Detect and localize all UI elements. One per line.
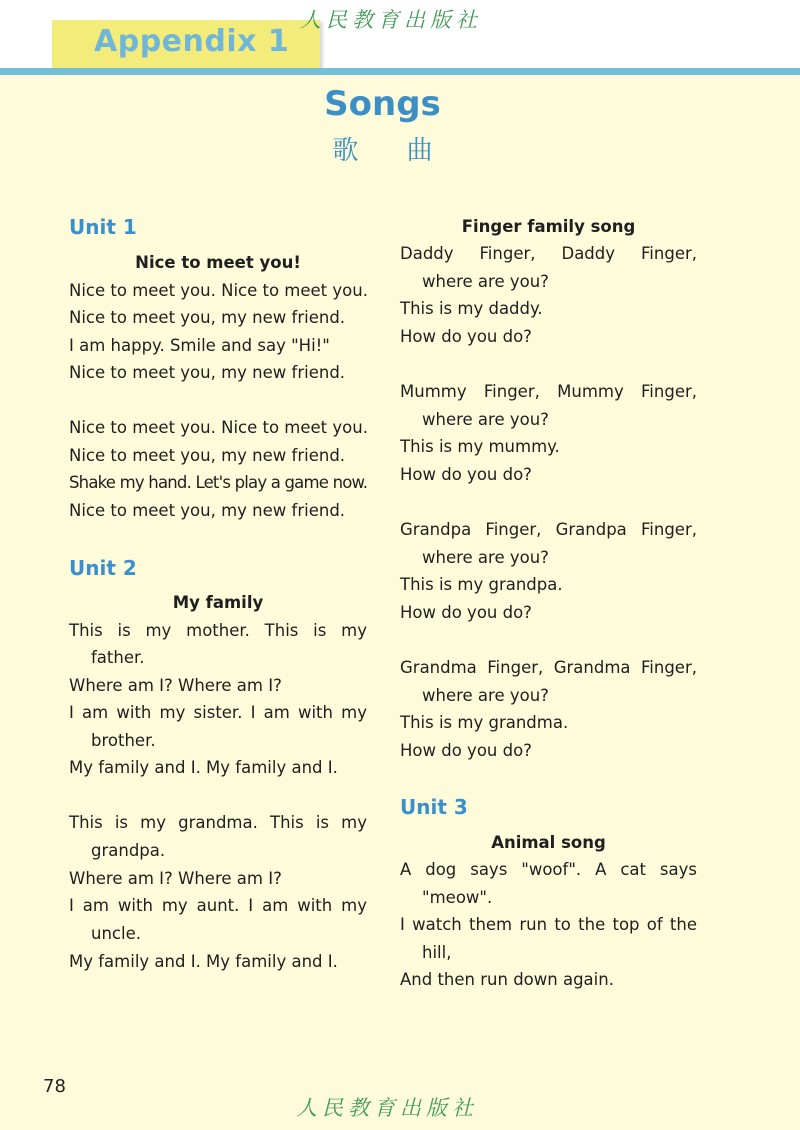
song-line: where are you? (422, 272, 549, 291)
song-line: Nice to meet you. Nice to meet you. (69, 418, 368, 437)
page-title: Songs (324, 84, 441, 124)
song-line: brother. (91, 731, 156, 750)
song-line: Nice to meet you, my new friend. (69, 363, 346, 382)
song-line: Nice to meet you, my new friend. (69, 501, 346, 520)
song-line: I am with my aunt. I am with my (69, 896, 367, 915)
song-line: where are you? (422, 410, 549, 429)
song-line: This is my grandpa. (400, 575, 563, 594)
unit3-song-title: Animal song (491, 833, 606, 852)
song-line: I am happy. Smile and say "Hi!" (69, 336, 330, 355)
song-line: Where am I? Where am I? (69, 676, 282, 695)
unit2-song-title: My family (172, 593, 264, 612)
song-line: This is my daddy. (400, 299, 543, 318)
song-line: My family and I. My family and I. (69, 758, 338, 777)
song-line: How do you do? (400, 603, 532, 622)
song-line: Daddy Finger, Daddy Finger, (400, 244, 697, 263)
appendix-label: Appendix 1 (94, 24, 290, 59)
song-line: Nice to meet you, my new friend. (69, 308, 346, 327)
song-line: This is my grandma. This is my (69, 813, 367, 832)
page-number: 78 (43, 1076, 66, 1097)
song-line: Mummy Finger, Mummy Finger, (400, 382, 697, 401)
song-line: where are you? (422, 686, 549, 705)
song-line: I am with my sister. I am with my (69, 703, 367, 722)
finger-song-title: Finger family song (461, 217, 636, 236)
song-line: grandpa. (91, 841, 166, 860)
song-line: How do you do? (400, 741, 532, 760)
page-subtitle: 歌 曲 (332, 136, 453, 166)
song-line: A dog says "woof". A cat says (400, 860, 697, 879)
unit3-heading: Unit 3 (400, 795, 468, 819)
song-line: This is my mummy. (400, 437, 560, 456)
song-line: where are you? (422, 548, 549, 567)
song-line: How do you do? (400, 327, 532, 346)
publisher-watermark-top: 人民教育出版社 (300, 8, 482, 32)
song-line: hill, (422, 943, 452, 962)
header-rule (0, 68, 800, 75)
song-line: Nice to meet you. Nice to meet you. (69, 281, 368, 300)
song-line: uncle. (91, 924, 141, 943)
song-line: "meow". (422, 888, 493, 907)
publisher-watermark-bottom: 人民教育出版社 (296, 1096, 478, 1120)
unit1-song-title: Nice to meet you! (135, 253, 301, 272)
song-line: Grandma Finger, Grandma Finger, (400, 658, 697, 677)
song-line: Grandpa Finger, Grandpa Finger, (400, 520, 697, 539)
unit1-heading: Unit 1 (69, 215, 137, 239)
song-line: Nice to meet you, my new friend. (69, 446, 346, 465)
unit2-heading: Unit 2 (69, 556, 137, 580)
song-line: This is my grandma. (400, 713, 569, 732)
song-line: And then run down again. (400, 970, 614, 989)
song-line: My family and I. My family and I. (69, 952, 338, 971)
song-line: father. (91, 648, 145, 667)
song-line: This is my mother. This is my (69, 621, 367, 640)
song-line: Where am I? Where am I? (69, 869, 282, 888)
song-line: Shake my hand. Let's play a game now. (69, 473, 368, 492)
song-line: How do you do? (400, 465, 532, 484)
song-line: I watch them run to the top of the (400, 915, 697, 934)
